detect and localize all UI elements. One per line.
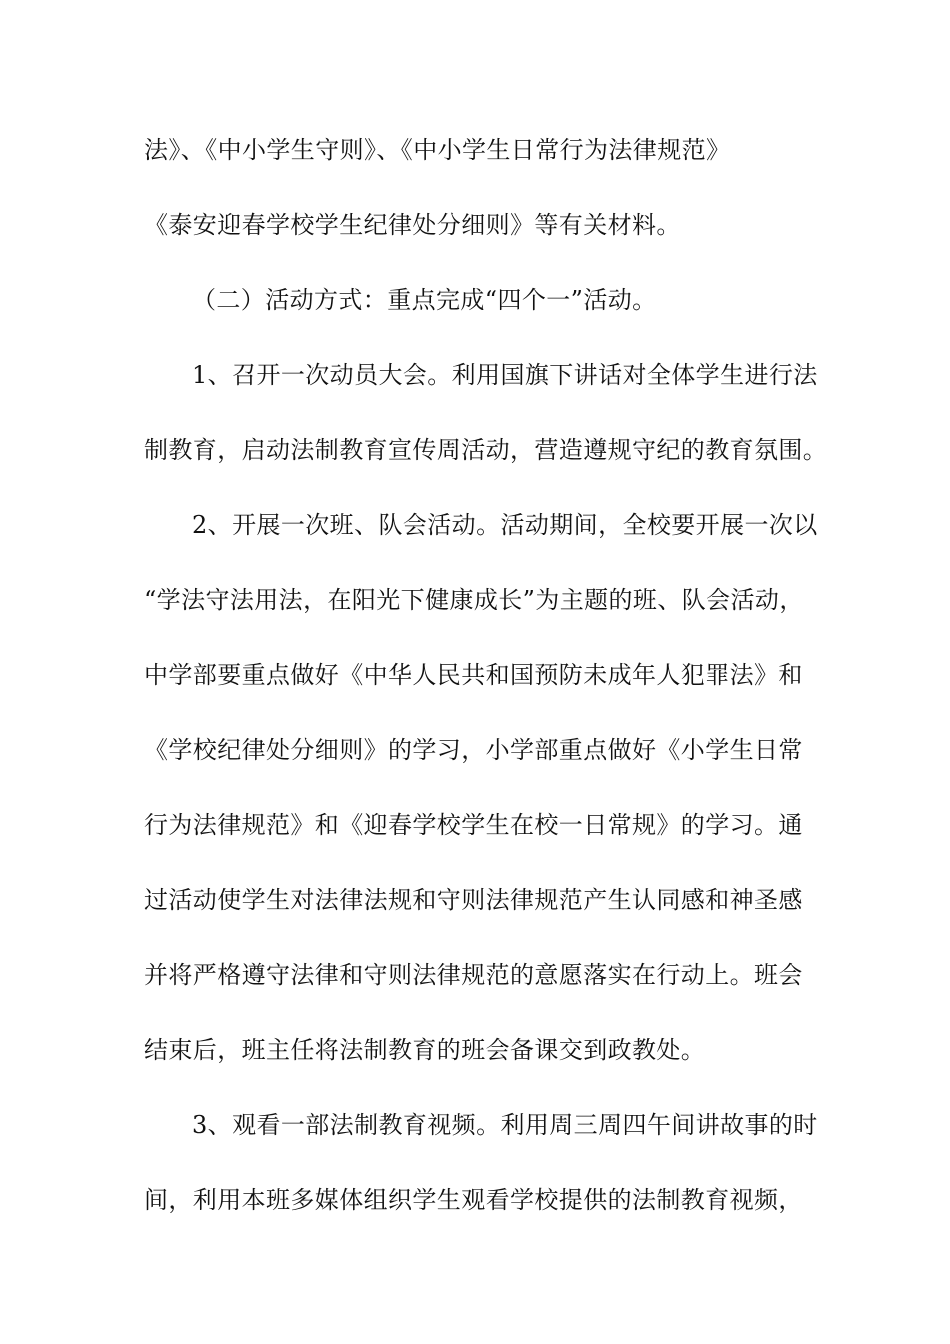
text-line: 法》、《中小学生守则》、《中小学生日常行为法律规范》 (144, 136, 731, 164)
section-heading: （二）活动方式：重点完成“四个一”活动。 (192, 286, 657, 314)
text-line: 行为法律规范》和《迎春学校学生在校一日常规》的学习。通 (144, 811, 803, 839)
text-line: 1、召开一次动员大会。利用国旗下讲话对全体学生进行法 (192, 361, 818, 389)
text-line: “学法守法用法，在阳光下健康成长”为主题的班、队会活动， (144, 586, 804, 614)
text-line: 《泰安迎春学校学生纪律处分细则》等有关材料。 (144, 211, 681, 239)
text-line: 结束后，班主任将法制教育的班会备课交到政教处。 (144, 1036, 706, 1064)
text-line: 2、开展一次班、队会活动。活动期间，全校要开展一次以 (192, 511, 818, 539)
text-line: 中学部要重点做好《中华人民共和国预防未成年人犯罪法》和 (144, 661, 803, 689)
text-line: 3、观看一部法制教育视频。利用周三周四午间讲故事的时 (192, 1111, 818, 1139)
text-line: 并将严格遵守法律和守则法律规范的意愿落实在行动上。班会 (144, 961, 803, 989)
text-line: 《学校纪律处分细则》的学习，小学部重点做好《小学生日常 (144, 736, 803, 764)
text-line: 过活动使学生对法律法规和守则法律规范产生认同感和神圣感 (144, 886, 803, 914)
text-line: 制教育，启动法制教育宣传周活动，营造遵规守纪的教育氛围。 (144, 436, 828, 464)
text-line: 间，利用本班多媒体组织学生观看学校提供的法制教育视频， (144, 1186, 803, 1214)
